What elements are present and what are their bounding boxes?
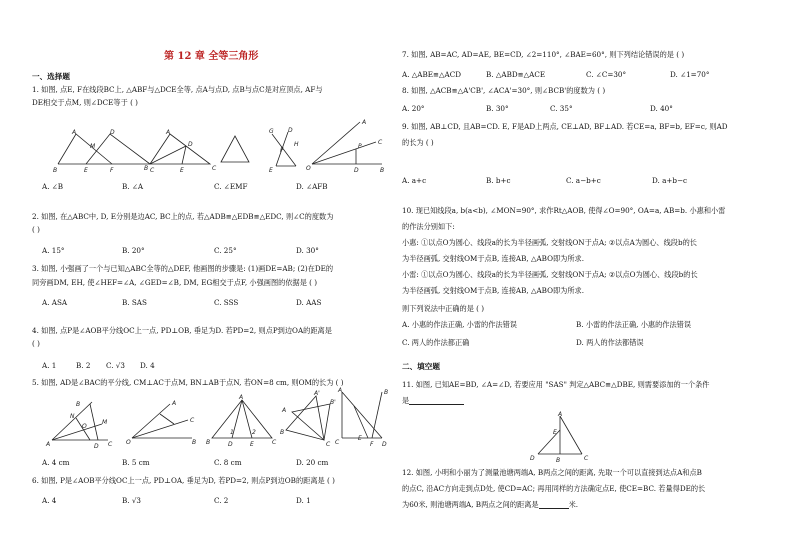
fig2-label-b: B — [144, 165, 149, 172]
q4-option-c[interactable]: C. √3 — [106, 361, 125, 370]
q11-figure — [530, 412, 590, 462]
q4-figure — [306, 118, 386, 172]
fig5-label-n: N — [70, 413, 75, 420]
fig4-label-h: H — [294, 141, 299, 148]
q7-option-c[interactable]: C. ∠C=30° — [586, 70, 627, 79]
fig6-label-c: C — [190, 417, 195, 424]
fig6b-label-c: C — [326, 441, 331, 448]
fig6b-label-a-prime: A' — [314, 390, 320, 397]
fig6a-label-a: A — [239, 394, 244, 401]
fig11-label-c: C — [584, 455, 589, 462]
fig6a-label-b: B — [206, 439, 211, 446]
q11-answer-blank[interactable] — [409, 397, 464, 405]
fig1-label-d: D — [110, 129, 115, 136]
fig6-label-o: O — [126, 439, 131, 446]
q6-option-d[interactable]: D. 1 — [296, 496, 311, 505]
q2-option-c[interactable]: C. 25° — [214, 246, 237, 255]
q12-text-line1: 12. 如图, 小明和小丽为了测量池塘两端A, B两点之间的距离, 先取一个可以直接到达点A和点B — [402, 468, 702, 477]
fig1-label-f: F — [110, 167, 114, 174]
q8-option-d[interactable]: D. 40° — [650, 104, 673, 113]
q6-option-c[interactable]: C. 2 — [214, 496, 229, 505]
fig4-label-d: D — [288, 127, 293, 134]
fig2-label-d: D — [188, 141, 193, 148]
q2-option-d[interactable]: D. 30° — [296, 246, 319, 255]
q2-figure — [142, 126, 222, 174]
q10-option-a[interactable]: A. 小惠的作法正确, 小雷的作法错误 — [402, 320, 517, 329]
q6-figure — [126, 396, 198, 444]
q1-text-line1: 1. 如图, 点E, F在线段BC上, △ABF与△DCE全等, 点A与点D, 点B与点C是对应顶点, AF与 — [32, 85, 323, 94]
fig11-label-a: A — [558, 411, 563, 418]
q12-text-line2: 的点C, 沿AC方向走到点D处, 使CD=AC; 再用同样的方法确定点E, 使CE=BC. 若量得DE的长 — [402, 484, 706, 493]
q3-given-triangle — [216, 128, 256, 168]
fig4-label-f: F — [280, 147, 284, 154]
fig1-label-b: B — [53, 167, 58, 174]
page-title: 第 12 章 全等三角形 — [164, 51, 259, 62]
fig5-label-d: D — [94, 443, 99, 450]
fig6c-label-b: B — [384, 389, 389, 396]
q7-text-line1: 7. 如图, AB=AC, AD=AE, BE=CD, ∠2=110°, ∠BAE=60°, 则下列结论错误的是 ( ) — [402, 50, 685, 59]
q10-text-line1: 10. 现已知线段a, b(a<b), ∠MON=90°, 求作Rt△AOB, 使得∠O=90°, OA=a, AB=b. 小惠和小雷 — [402, 206, 726, 215]
q5-text-line1: 5. 如图, AD是∠BAC的平分线, CM⊥AC于点M, BN⊥AB于点N, 若ON=8 cm, 则OM的长为 ( ) — [32, 378, 344, 387]
q9-text-line2: 的长为 ( ) — [402, 138, 434, 147]
q10-text-line2: 的作法分别如下: — [402, 222, 455, 231]
fig6c-label-c: C — [335, 439, 340, 446]
q10-text-line6: 为半径画弧, 交射线OM于点B, 连接AB, △ABO即为所求. — [402, 286, 585, 295]
q7-option-b[interactable]: B. △ABD≌△ACE — [486, 70, 546, 79]
q7-figure — [206, 394, 285, 448]
q10-text-line5: 小雷: ①以点O为圆心、线段a的长为半径画弧, 交射线ON于点A; ②以点O为圆心、线段b的长 — [402, 270, 698, 279]
q10-option-b[interactable]: B. 小雷的作法正确, 小惠的作法错误 — [576, 320, 692, 329]
fig6-label-a: A — [172, 400, 177, 407]
q6-option-b[interactable]: B. √3 — [122, 496, 142, 505]
q7-option-a[interactable]: A. △ABE≌△ACD — [402, 70, 462, 79]
fig4b-label-d: D — [354, 167, 359, 174]
q6-text-line1: 6. 如图, P是∠AOB平分线OC上一点, PD⊥OA, 垂足为D, 若PD=2, 则点P到边OB的距离是 ( ) — [32, 476, 335, 485]
q9-figure — [332, 388, 392, 446]
q5-figure — [46, 394, 116, 450]
q3-option-b[interactable]: B. SAS — [122, 298, 147, 307]
q10-option-c[interactable]: C. 两人的作法都正确 — [402, 338, 470, 347]
q12-answer-blank[interactable] — [539, 501, 569, 509]
q12-text-line3 — [402, 500, 578, 509]
q4-text-line2: ( ) — [32, 339, 40, 348]
q1-text-line2: DE相交于点M, 则∠DCE等于 ( ) — [32, 98, 138, 107]
fig5-label-a: A — [46, 441, 51, 448]
q10-option-d[interactable]: D. 两人的作法都错误 — [576, 338, 644, 347]
q9-option-a[interactable]: A. a+c — [402, 176, 427, 185]
q3-option-c[interactable]: C. SSS — [214, 298, 239, 307]
section-choice-heading: 一、选择题 — [32, 72, 70, 81]
fig6c-label-a: A — [338, 387, 343, 394]
fig6b-label-a: A — [282, 407, 287, 414]
q5-option-d[interactable]: D. 20 cm — [296, 458, 329, 467]
fig4b-label-o: O — [306, 165, 311, 172]
fig1-label-c: C — [150, 167, 155, 174]
fig6a-label-1: 1 — [230, 429, 234, 436]
q8-text-line1: 8. 如图, △ACB≌△A'CB', ∠ACA'=30°, 则∠BCB'的度数为 ( ) — [402, 86, 606, 95]
fig2-label-c: C — [212, 165, 217, 172]
q8-figure — [280, 390, 340, 446]
q1-option-c[interactable]: C. ∠EMF — [214, 182, 248, 191]
q3-text-line2: 同旁画DM, EH, 使∠HEF=∠A, ∠GED=∠B, DM, EG相交于点F, 小强画图的依据是 ( ) — [32, 278, 318, 287]
q3-option-a[interactable]: A. ASA — [42, 298, 68, 307]
q2-option-a[interactable]: A. 15° — [42, 246, 65, 255]
fig4b-label-p: P — [358, 143, 362, 150]
q6-option-a[interactable]: A. 4 — [42, 496, 57, 505]
fig6b-label-b: B — [280, 429, 285, 436]
fig6c-label-f: F — [370, 441, 374, 448]
q2-option-b[interactable]: B. 20° — [122, 246, 145, 255]
q9-option-c[interactable]: C. a−b+c — [566, 176, 601, 185]
q4-text-line1: 4. 如图, 点P是∠AOB平分线OC上一点, PD⊥OB, 垂足为D. 若PD=2, 则点P到边OA的距离是 — [32, 326, 332, 335]
q10-text-line4: 为半径画弧, 交射线OM于点B, 连接AB, △ABO即为所求. — [402, 254, 585, 263]
q12-text-line3-suffix: 米. — [568, 500, 579, 509]
fig2-label-a: A — [166, 129, 171, 136]
fig1-label-a: A — [72, 129, 77, 136]
fig5-label-m: M — [102, 419, 108, 426]
fig1-label-e: E — [84, 167, 88, 174]
q10-text-line7: 则下列说法中正确的是 ( ) — [402, 304, 485, 313]
right-column — [400, 0, 772, 560]
q4-option-b[interactable]: B. 2 — [76, 361, 91, 370]
q11-text-line2-prefix: 是 — [402, 396, 410, 405]
q8-option-c[interactable]: C. 35° — [550, 104, 573, 113]
fig6a-label-c: C — [272, 439, 277, 446]
fig6c-label-e: E — [358, 435, 362, 442]
q11-text-line1: 11. 如图, 已知AE=BD, ∠A=∠D, 若要应用 "SAS" 判定△ABC≌△DBE, 则需要添加的一个条件 — [402, 380, 710, 389]
fig6b-label-b-prime: B' — [330, 399, 336, 406]
q2-text-line2: ( ) — [32, 225, 40, 234]
fig11-label-d: D — [530, 455, 535, 462]
fig1-label-m: M — [90, 143, 96, 150]
q5-option-c[interactable]: C. 8 cm — [214, 458, 242, 467]
q1-option-a[interactable]: A. ∠B — [42, 182, 64, 191]
fig11-label-b: B — [556, 457, 561, 464]
fig11-label-e: E — [553, 429, 557, 436]
fig4b-label-c: C — [378, 139, 383, 146]
fig5-label-c: C — [108, 441, 113, 448]
q9-option-d[interactable]: D. a+b−c — [652, 176, 688, 185]
q4-option-d[interactable]: D. 4 — [140, 361, 155, 370]
q9-text-line1: 9. 如图, AB⊥CD, 且AB=CD. E, F是AD上两点, CE⊥AD, BF⊥AD. 若CE=a, BF=b, EF=c, 则AD — [402, 122, 728, 131]
q7-option-d[interactable]: D. ∠1=70° — [670, 70, 710, 79]
q3-text-line1: 3. 如图, 小强画了一个与已知△ABC全等的△DEF, 他画图的步骤是: (1)画DE=AB; (2)在DE的 — [32, 264, 334, 273]
left-column — [30, 0, 389, 560]
fig2-label-e: E — [180, 167, 184, 174]
q1-option-b[interactable]: B. ∠A — [122, 182, 144, 191]
q11-text-line2 — [402, 396, 464, 405]
q5-option-a[interactable]: A. 4 cm — [42, 458, 70, 467]
section-fill-heading: 二、填空题 — [402, 362, 440, 371]
q4-option-a[interactable]: A. 1 — [42, 361, 57, 370]
fig4b-label-b: B — [380, 167, 385, 174]
fig4-label-g: G — [269, 128, 274, 135]
q8-option-a[interactable]: A. 20° — [402, 104, 425, 113]
fig6a-label-d: D — [228, 441, 233, 448]
q9-option-b[interactable]: B. b+c — [486, 176, 511, 185]
fig6a-label-e: E — [250, 441, 254, 448]
q5-option-b[interactable]: B. 5 cm — [122, 458, 150, 467]
fig6-label-b: B — [192, 439, 197, 446]
q10-text-line3: 小惠: ①以点O为圆心、线段a的长为半径画弧, 交射线ON于点A; ②以点A为圆心、线段b的长 — [402, 238, 697, 247]
fig6a-label-2: 2 — [252, 429, 256, 436]
fig5-label-b: B — [76, 401, 81, 408]
fig5-label-o: O — [82, 423, 87, 430]
q12-text-line3-prefix: 为60米, 则池塘两端A, B两点之间的距离是 — [402, 500, 539, 509]
q1-option-d[interactable]: D. ∠AFB — [296, 182, 328, 191]
fig6c-label-d: D — [382, 441, 387, 448]
q3-option-d[interactable]: D. AAS — [296, 298, 322, 307]
q8-option-b[interactable]: B. 30° — [486, 104, 509, 113]
fig4b-label-a: A — [362, 119, 367, 126]
fig4-label-e: E — [269, 167, 273, 174]
q2-text-line1: 2. 如图, 在△ABC中, D, E分别是边AC, BC上的点, 若△ADB≌△EDB≌△EDC, 则∠C的度数为 — [32, 212, 334, 221]
